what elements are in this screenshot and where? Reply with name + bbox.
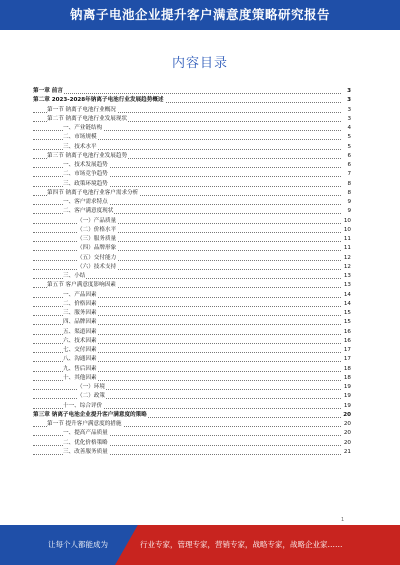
toc-entry[interactable] <box>33 96 351 105</box>
toc-entry[interactable] <box>33 365 351 374</box>
toc-title: 内容目录 <box>171 56 228 71</box>
toc-entry[interactable] <box>33 291 351 300</box>
toc-entry-page: 14 <box>343 300 351 309</box>
toc-entry[interactable] <box>33 355 351 364</box>
toc-entry-title: 五、渠道因素 <box>63 328 98 337</box>
toc-entry[interactable] <box>33 374 351 383</box>
toc-entry-page: 20 <box>342 411 351 420</box>
toc-entry[interactable] <box>33 235 351 244</box>
toc-entry[interactable] <box>33 411 351 420</box>
toc-entry-page: 14 <box>343 291 351 300</box>
toc-entry-title: 第三节 钠离子电池行业发展趋势 <box>47 152 128 161</box>
toc-entry-title: 十一、综合评价 <box>63 402 103 411</box>
toc-entry-title: 三、小结 <box>63 272 86 281</box>
toc-entry[interactable] <box>33 263 351 272</box>
toc-entry-page: 12 <box>343 263 351 272</box>
toc-entry-page: 10 <box>343 226 351 235</box>
toc-entry-page: 11 <box>343 244 351 253</box>
toc-entry-page: 18 <box>343 365 351 374</box>
toc-entry-title: 三、政策环境趋势 <box>63 180 109 189</box>
toc-entry-title: 第二节 钠离子电池行业发展现状 <box>47 115 128 124</box>
toc-entry-page: 3 <box>346 96 351 105</box>
toc-entry[interactable] <box>33 180 351 189</box>
toc-entry-title: （四）品牌形象 <box>77 244 117 253</box>
toc-entry-title: 四、品牌因素 <box>63 318 98 327</box>
toc-entry-page: 15 <box>343 318 351 327</box>
toc-entry-title: 一、客户需求特点 <box>63 198 109 207</box>
toc-entry-title: 一、产业链结构 <box>63 124 103 133</box>
toc-entry-title: 第一节 提升客户满意度的措施 <box>47 420 123 429</box>
toc-entry-title: 十、其他因素 <box>63 374 98 383</box>
toc-entry[interactable] <box>33 281 351 290</box>
toc-entry-page: 9 <box>346 198 351 207</box>
toc-entry[interactable] <box>33 392 351 401</box>
toc-entry-title: 二、价格因素 <box>63 300 98 309</box>
toc-entry-page: 5 <box>346 143 351 152</box>
toc-entry-title: （五）交付能力 <box>77 254 117 263</box>
toc-entry-page: 3 <box>346 115 351 124</box>
page-number: 1 <box>341 517 345 523</box>
toc-entry[interactable] <box>33 189 351 198</box>
toc-entry-page: 6 <box>346 152 351 161</box>
toc-entry-title: 第三章 钠离子电池企业提升客户满意度的策略 <box>33 411 148 420</box>
toc-entry[interactable] <box>33 124 351 133</box>
toc-entry-page: 10 <box>343 217 351 226</box>
toc-entry-title: 九、售后因素 <box>63 365 98 374</box>
toc-entry[interactable] <box>33 439 351 448</box>
toc-entry-page: 19 <box>343 392 351 401</box>
toc-entry[interactable] <box>33 429 351 438</box>
toc-entry-page: 3 <box>346 106 351 115</box>
toc-entry-title: 六、技术因素 <box>63 337 98 346</box>
toc-entry-title: 第二章 2023-2028年钠离子电池行业发展趋势概述 <box>33 96 165 105</box>
toc-entry[interactable] <box>33 448 351 457</box>
toc-entry[interactable] <box>33 133 351 142</box>
toc-entry-title: 第五节 客户满意度影响因素 <box>47 281 117 290</box>
report-title: 钠离子电池企业提升客户满意度策略研究报告 <box>69 7 330 22</box>
toc-entry-page: 20 <box>343 420 351 429</box>
toc-entry-title: 二、市场规模 <box>63 133 98 142</box>
toc-entry-page: 7 <box>346 170 351 179</box>
toc-entry-title: 二、优化价格策略 <box>63 439 109 448</box>
toc-entry-title: 第一节 钠离子电池行业概况 <box>47 106 117 115</box>
toc-entry-title: 一、提高产品质量 <box>63 429 109 438</box>
toc-entry-page: 16 <box>343 337 351 346</box>
toc-entry-page: 15 <box>343 309 351 318</box>
toc-entry[interactable] <box>33 170 351 179</box>
toc-entry[interactable] <box>33 309 351 318</box>
toc-entry-page: 21 <box>343 448 351 457</box>
toc-entry[interactable] <box>33 143 351 152</box>
toc-entry[interactable] <box>33 226 351 235</box>
toc-entry-title: （二）价格水平 <box>77 226 117 235</box>
toc-entry[interactable] <box>33 244 351 253</box>
toc-entry[interactable] <box>33 106 351 115</box>
toc-entry-page: 9 <box>346 207 351 216</box>
toc-entry[interactable] <box>33 420 351 429</box>
toc-entry-title: 第一章 前言 <box>33 87 64 96</box>
toc-leader-dots <box>33 93 341 94</box>
toc-entry-page: 17 <box>343 355 351 364</box>
toc-entry-title: 七、交付因素 <box>63 346 98 355</box>
toc-entry-page: 20 <box>343 429 351 438</box>
footer-slogan-right: 行业专家，管理专家，营销专家，战略专家，战略企业家…… <box>140 540 343 549</box>
toc-entry-title: 第四节 钠离子电池行业客户需求分析 <box>47 189 139 198</box>
toc-entry-page: 11 <box>343 235 351 244</box>
toc-entry[interactable] <box>33 402 351 411</box>
table-of-contents <box>33 87 351 457</box>
toc-entry[interactable] <box>33 198 351 207</box>
toc-entry[interactable] <box>33 337 351 346</box>
toc-entry-title: 二、市场竞争趋势 <box>63 170 109 179</box>
toc-entry-title: 八、沟通因素 <box>63 355 98 364</box>
toc-entry-title: （六）技术支持 <box>77 263 117 272</box>
toc-entry-title: 一、产品因素 <box>63 291 98 300</box>
toc-entry-page: 17 <box>343 346 351 355</box>
toc-entry[interactable] <box>33 254 351 263</box>
toc-entry-page: 6 <box>346 161 351 170</box>
toc-entry[interactable] <box>33 217 351 226</box>
toc-entry[interactable] <box>33 115 351 124</box>
toc-entry-page: 19 <box>343 402 351 411</box>
toc-entry-page: 16 <box>343 328 351 337</box>
toc-entry[interactable] <box>33 87 351 96</box>
toc-entry-title: 三、改善服务质量 <box>63 448 109 457</box>
toc-entry[interactable] <box>33 328 351 337</box>
toc-entry-page: 8 <box>346 189 351 198</box>
toc-entry-title: （一）环境 <box>77 383 106 392</box>
toc-entry[interactable] <box>33 207 351 216</box>
toc-entry[interactable] <box>33 318 351 327</box>
footer-banner <box>0 525 400 565</box>
toc-entry[interactable] <box>33 346 351 355</box>
toc-entry-title: 一、技术发展趋势 <box>63 161 109 170</box>
toc-entry-title: 三、技术水平 <box>63 143 98 152</box>
toc-entry-title: （二）政策 <box>77 392 106 401</box>
toc-entry-title: 三、服务因素 <box>63 309 98 318</box>
toc-entry[interactable] <box>33 272 351 281</box>
footer-slogan-left: 让每个人都能成为 <box>48 540 108 549</box>
toc-entry-title: （三）服务质量 <box>77 235 117 244</box>
toc-entry-page: 13 <box>343 281 351 290</box>
toc-entry[interactable] <box>33 383 351 392</box>
toc-entry[interactable] <box>33 300 351 309</box>
toc-entry-page: 3 <box>346 87 351 96</box>
toc-entry-page: 19 <box>343 383 351 392</box>
toc-entry-page: 13 <box>343 272 351 281</box>
toc-entry-title: 二、客户满意度现状 <box>63 207 114 216</box>
toc-entry[interactable] <box>33 152 351 161</box>
toc-entry-page: 20 <box>343 439 351 448</box>
toc-entry[interactable] <box>33 161 351 170</box>
toc-entry-title: （一）产品质量 <box>77 217 117 226</box>
toc-entry-page: 18 <box>343 374 351 383</box>
toc-entry-page: 4 <box>346 124 351 133</box>
toc-entry-page: 8 <box>346 180 351 189</box>
toc-entry-page: 12 <box>343 254 351 263</box>
toc-entry-page: 5 <box>346 133 351 142</box>
report-header <box>0 0 400 30</box>
